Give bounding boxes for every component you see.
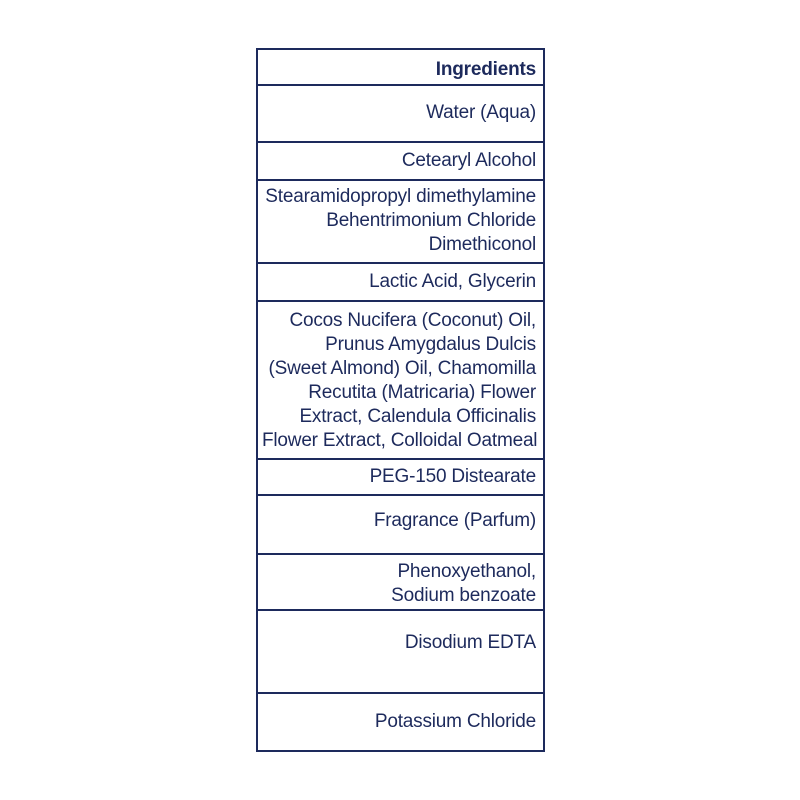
table-row bbox=[258, 611, 543, 694]
ingredient-line: Phenoxyethanol, bbox=[397, 561, 536, 582]
ingredient-line: Water (Aqua) bbox=[426, 102, 536, 123]
ingredient-line: Behentrimonium Chloride bbox=[326, 210, 536, 231]
ingredient-line: Prunus Amygdalus Dulcis bbox=[325, 334, 536, 355]
ingredient-line: PEG-150 Distearate bbox=[369, 466, 536, 487]
table-header bbox=[258, 50, 543, 86]
ingredient-line: Stearamidopropyl dimethylamine bbox=[265, 186, 536, 207]
table-row bbox=[258, 694, 543, 750]
ingredient-line: Fragrance (Parfum) bbox=[373, 510, 536, 531]
ingredient-line: Cetearyl Alcohol bbox=[401, 150, 536, 171]
ingredient-line: Flower Extract, Colloidal Oatmeal bbox=[262, 430, 538, 451]
ingredient-line: Recutita (Matricaria) Flower bbox=[308, 382, 536, 403]
ingredients-table bbox=[256, 48, 545, 752]
table-row bbox=[258, 264, 543, 302]
ingredient-line: Cocos Nucifera (Coconut) Oil, bbox=[289, 310, 536, 331]
table-row bbox=[258, 302, 543, 460]
ingredient-line: Lactic Acid, Glycerin bbox=[369, 271, 536, 292]
table-row bbox=[258, 86, 543, 143]
table-row bbox=[258, 555, 543, 611]
table-row bbox=[258, 496, 543, 555]
ingredient-line: Disodium EDTA bbox=[404, 632, 536, 653]
table-row bbox=[258, 460, 543, 496]
table-row bbox=[258, 143, 543, 181]
ingredient-line: Dimethiconol bbox=[428, 234, 536, 255]
ingredient-line: Sodium benzoate bbox=[391, 585, 536, 606]
ingredient-line: Extract, Calendula Officinalis bbox=[299, 406, 536, 427]
ingredient-line: (Sweet Almond) Oil, Chamomilla bbox=[268, 358, 536, 379]
header-label: Ingredients bbox=[435, 59, 536, 80]
table-row bbox=[258, 181, 543, 264]
ingredient-line: Potassium Chloride bbox=[374, 711, 536, 732]
